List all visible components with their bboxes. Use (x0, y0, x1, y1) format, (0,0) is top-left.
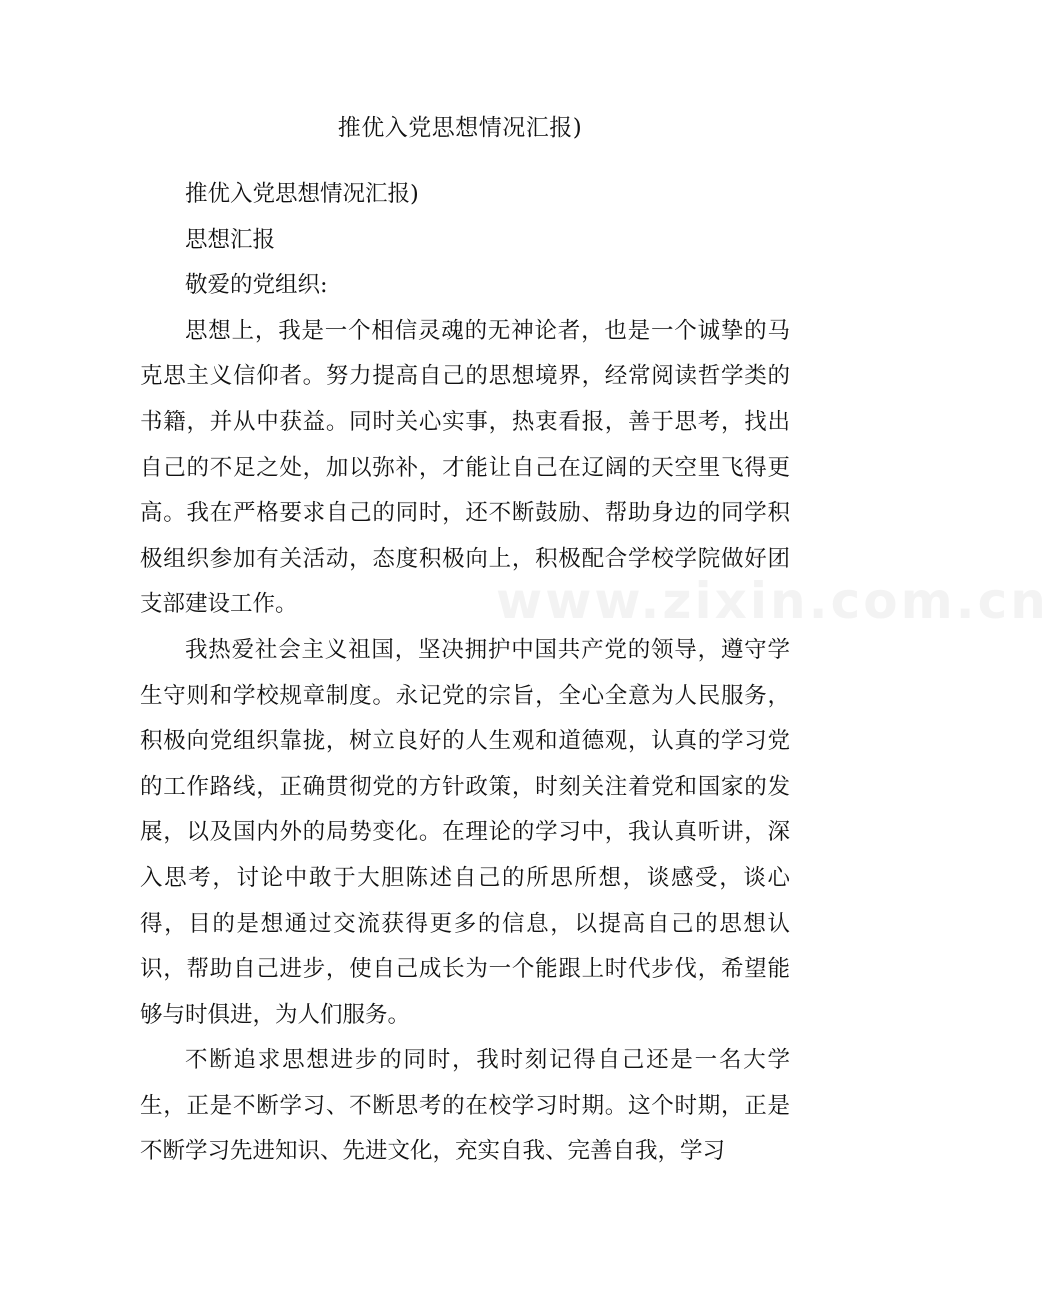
salutation: 敬爱的党组织: (185, 272, 328, 299)
site-watermark: www.zixin.com.cn (496, 572, 1049, 630)
report-type-line: 思想汇报 (185, 226, 276, 253)
paragraph-thought: 思想上，我是一个相信灵魂的无神论者，也是一个诚挚的马克思主义信仰者。努力提高自己的思想境界，经常阅读哲学类的书籍，并从中获益。同时关心实事，热衷看报，善于思考，找出自己的不足之处，加以弥补，才能让自己在辽阔的天空里飞得更高。我在严格要求自己的同时，还不断鼓励、帮助身边的同学积极组织参加有关活动，态度积极向上，积极配合学校学院做好团支部建设工作。 (140, 317, 790, 618)
document-body (140, 172, 790, 1175)
body-heading-line: 推优入党思想情况汇报) (185, 181, 419, 207)
paragraph-patriotism: 我热爱社会主义祖国，坚决拥护中国共产党的领导，遵守学生守则和学校规章制度。永记党的宗旨，全心全意为人民服务，积极向党组织靠拢，树立良好的人生观和道德观，认真的学习党的工作路线，正确贯彻党的方针政策，时刻关注着党和国家的发展，以及国内外的局势变化。在理论的学习中，我认真听讲，深入思考，讨论中敢于大胆陈述自己的所思所想，谈感受，谈心得，目的是想通过交流获得更多的信息，以提高自己的思想认识，帮助自己进步，使自己成长为一个能跟上时代步伐，希望能够与时俱进，为人们服务。 (140, 636, 790, 1028)
paragraph-study: 不断追求思想进步的同时，我时刻记得自己还是一名大学生，正是不断学习、不断思考的在校学习时期。这个时期，正是不断学习先进知识、先进文化，充实自我、完善自我，学习 (140, 1047, 790, 1165)
document-title: 推优入党思想情况汇报) (337, 115, 583, 141)
